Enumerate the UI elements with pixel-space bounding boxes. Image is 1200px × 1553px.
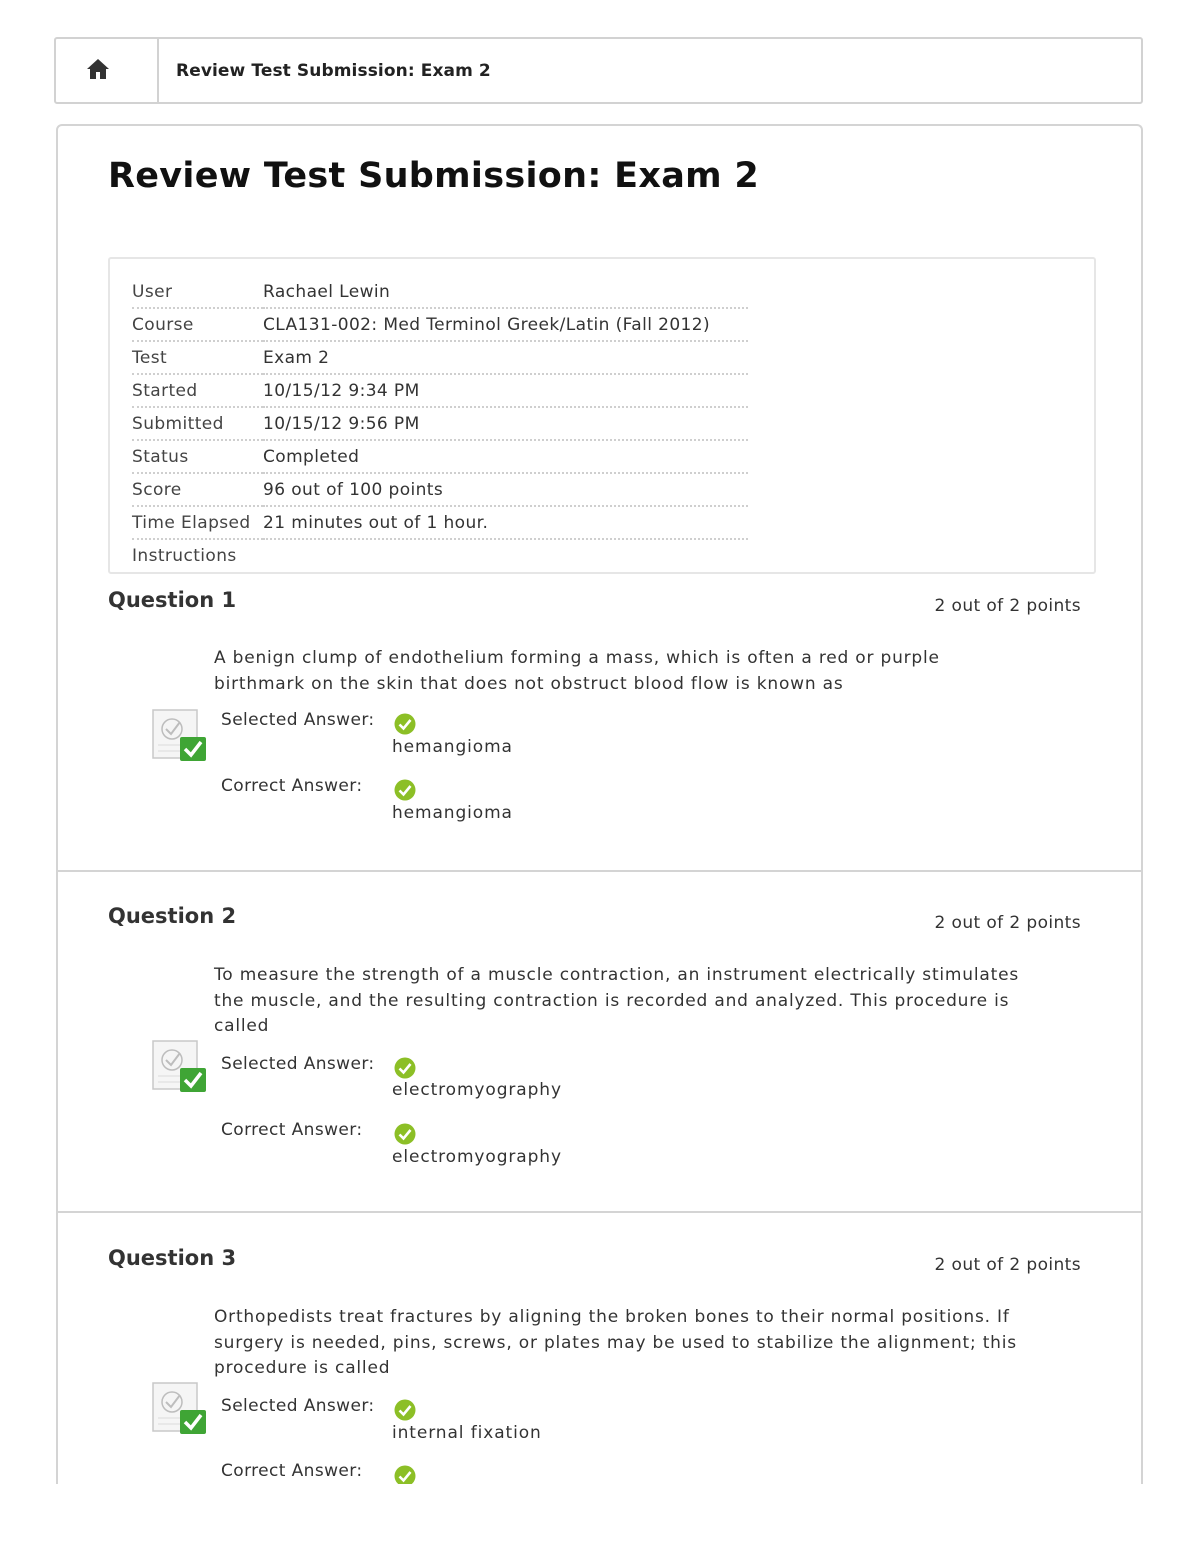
question-text-line: the muscle, and the resulting contraction is recorded and analyzed. This procedure is: [214, 990, 1010, 1011]
detail-key: Score: [132, 473, 263, 506]
correct-answer-value: electromyography: [392, 1147, 562, 1167]
correct-answer-label: Correct Answer:: [221, 1461, 363, 1481]
correct-answer-value: hemangioma: [392, 803, 513, 823]
details-row: [132, 440, 748, 473]
graded-correct-icon: [152, 1382, 210, 1436]
question-text-line: procedure is called: [214, 1358, 391, 1378]
question-1: [58, 586, 1141, 871]
detail-value: 10/15/12 9:34 PM: [263, 374, 748, 407]
detail-value: Rachael Lewin: [263, 276, 748, 308]
breadcrumb-current: Review Test Submission: Exam 2: [176, 61, 491, 81]
question-text-line: surgery is needed, pins, screws, or plates may be used to stabilize the alignment; this: [214, 1332, 1017, 1353]
question-text: [214, 963, 1084, 1040]
selected-answer-label: Selected Answer:: [221, 1396, 375, 1416]
details-row: [132, 407, 748, 440]
details-row: [132, 308, 748, 341]
detail-key: Time Elapsed: [132, 506, 263, 539]
detail-key: Started: [132, 374, 263, 407]
submission-details: [108, 257, 1096, 574]
correct-check-icon: [394, 779, 416, 801]
details-row: [132, 341, 748, 374]
detail-key: User: [132, 276, 263, 308]
details-row: [132, 374, 748, 407]
detail-value: Completed: [263, 440, 748, 473]
question-2: [58, 870, 1141, 1212]
question-title: Question 3: [108, 1246, 237, 1270]
details-table: [132, 276, 748, 571]
graded-correct-icon: [152, 1040, 210, 1094]
detail-key: Course: [132, 308, 263, 341]
question-text-line: Orthopedists treat fractures by aligning the broken bones to their normal positions. If: [214, 1307, 1010, 1327]
question-points: 2 out of 2 points: [934, 913, 1081, 933]
detail-key: Submitted: [132, 407, 263, 440]
detail-value: 10/15/12 9:56 PM: [263, 407, 748, 440]
selected-answer-label: Selected Answer:: [221, 710, 375, 730]
detail-value: [263, 539, 748, 571]
selected-answer-value: internal fixation: [392, 1423, 542, 1443]
home-icon: [86, 57, 110, 81]
question-text: [214, 1305, 1084, 1382]
question-points: 2 out of 2 points: [934, 596, 1081, 616]
selected-answer-value: hemangioma: [392, 737, 513, 757]
correct-check-icon: [394, 1123, 416, 1145]
content-panel: [56, 124, 1143, 1484]
detail-value: 21 minutes out of 1 hour.: [263, 506, 748, 539]
correct-check-icon: [394, 713, 416, 735]
question-text-line: birthmark on the skin that does not obstruct blood flow is known as: [214, 673, 844, 694]
details-row: [132, 276, 748, 308]
detail-key: Test: [132, 341, 263, 374]
question-text-line: To measure the strength of a muscle contraction, an instrument electrically stimulates: [214, 965, 1019, 985]
selected-answer-value: electromyography: [392, 1080, 562, 1100]
breadcrumb-bar: [54, 37, 1143, 104]
detail-value: CLA131-002: Med Terminol Greek/Latin (Fall 2012): [263, 308, 748, 341]
question-title: Question 1: [108, 588, 237, 612]
correct-check-icon: [394, 1465, 416, 1484]
selected-answer-label: Selected Answer:: [221, 1054, 375, 1074]
question-text-line: A benign clump of endothelium forming a mass, which is often a red or purple: [214, 648, 940, 668]
graded-correct-icon: [152, 709, 210, 763]
correct-answer-label: Correct Answer:: [221, 1120, 363, 1140]
question-3: [58, 1211, 1141, 1484]
page-title: Review Test Submission: Exam 2: [108, 156, 760, 196]
correct-check-icon: [394, 1057, 416, 1079]
correct-answer-label: Correct Answer:: [221, 776, 363, 796]
detail-key: Status: [132, 440, 263, 473]
details-row: [132, 473, 748, 506]
home-button[interactable]: [56, 39, 159, 102]
question-text-line: called: [214, 1016, 270, 1036]
detail-key: Instructions: [132, 545, 237, 566]
detail-value: Exam 2: [263, 341, 748, 374]
details-row: [132, 539, 748, 571]
detail-value: 96 out of 100 points: [263, 473, 748, 506]
question-points: 2 out of 2 points: [934, 1255, 1081, 1275]
question-text: [214, 646, 1084, 697]
details-row: [132, 506, 748, 539]
question-title: Question 2: [108, 904, 237, 928]
correct-check-icon: [394, 1399, 416, 1421]
